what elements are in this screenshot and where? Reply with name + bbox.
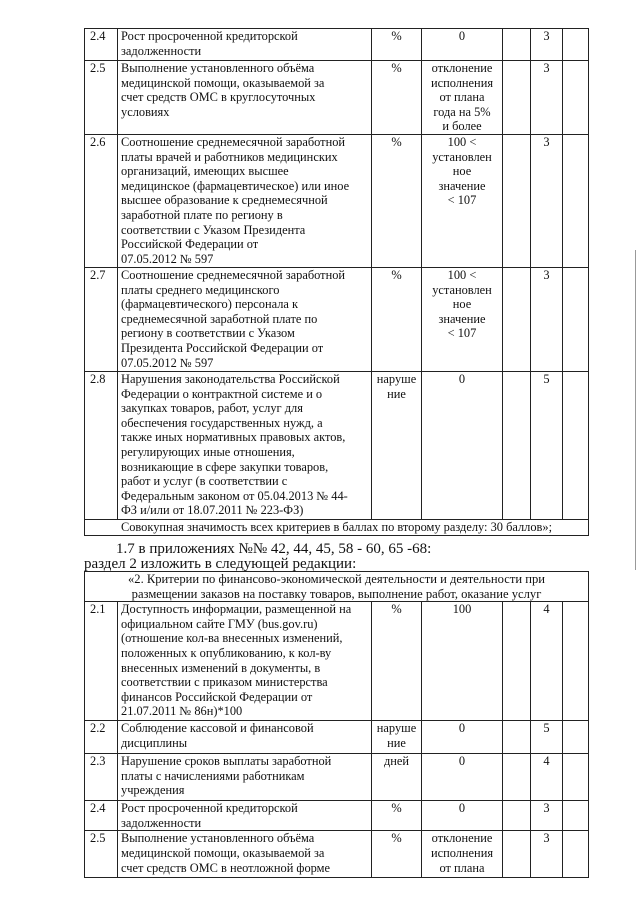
criterion-row: [85, 754, 589, 801]
criterion-points: 5: [531, 721, 563, 754]
empty-cell: [563, 754, 589, 801]
criteria-table-2: [84, 571, 589, 878]
total-row: [85, 520, 589, 536]
criterion-number: 2.5: [85, 61, 118, 135]
empty-cell: [563, 29, 589, 61]
criterion-points: 3: [531, 831, 563, 878]
criterion-unit: %: [372, 268, 422, 372]
criterion-value: 100 < установлен ное значение < 107: [422, 135, 503, 268]
section-header: «2. Критерии по финансово-экономической деятельности и деятельности при размещении заказов на поставку товаров, выполнение работ, оказание услуг: [85, 572, 589, 602]
criterion-text: Рост просроченной кредиторской задолженности: [118, 801, 372, 831]
criterion-value: 0: [422, 721, 503, 754]
criteria-table-1: [84, 28, 589, 536]
criterion-points: 3: [531, 801, 563, 831]
empty-cell: [503, 61, 531, 135]
criterion-unit: дней: [372, 754, 422, 801]
criterion-points: 3: [531, 29, 563, 61]
scan-edge-line: [635, 250, 636, 570]
criterion-row: [85, 61, 589, 135]
criterion-row: [85, 135, 589, 268]
criterion-value: 100: [422, 602, 503, 721]
criterion-points: 3: [531, 61, 563, 135]
empty-cell: [563, 801, 589, 831]
criterion-text: Соблюдение кассовой и финансовой дисциплины: [118, 721, 372, 754]
criterion-unit: %: [372, 831, 422, 878]
criterion-number: 2.8: [85, 372, 118, 520]
criterion-value: 100 < установлен ное значение < 107: [422, 268, 503, 372]
criterion-unit: наруше ние: [372, 721, 422, 754]
empty-cell: [563, 721, 589, 754]
criterion-value: 0: [422, 754, 503, 801]
criterion-row: [85, 372, 589, 520]
criterion-unit: %: [372, 801, 422, 831]
empty-cell: [503, 372, 531, 520]
empty-cell: [563, 61, 589, 135]
criterion-text: Доступность информации, размещенной на официальном сайте ГМУ (bus.gov.ru) (отношение кол-ва внесенных изменений, положенных к опубликованию, к кол-ву внесенных изменений в документы, в соответствии с приказом министерства финансов Российской Федерации от 21.07.2011 № 86н)*100: [118, 602, 372, 721]
criterion-row: [85, 29, 589, 61]
criterion-number: 2.4: [85, 801, 118, 831]
criterion-unit: %: [372, 29, 422, 61]
criterion-text: Нарушение сроков выплаты заработной платы с начислениями работникам учреждения: [118, 754, 372, 801]
criterion-row: [85, 831, 589, 878]
empty-cell: [563, 135, 589, 268]
criterion-number: 2.7: [85, 268, 118, 372]
empty-cell: [503, 602, 531, 721]
criterion-unit: %: [372, 602, 422, 721]
criterion-points: 3: [531, 268, 563, 372]
criterion-text: Рост просроченной кредиторской задолженности: [118, 29, 372, 61]
criterion-text: Выполнение установленного объёма медицинской помощи, оказываемой за счет средств ОМС в круглосуточных условиях: [118, 61, 372, 135]
criterion-number: 2.1: [85, 602, 118, 721]
criterion-row: [85, 721, 589, 754]
empty-cell: [503, 268, 531, 372]
empty-cell: [503, 831, 531, 878]
criterion-points: 3: [531, 135, 563, 268]
criterion-value: отклонение исполнения от плана года на 5% и более: [422, 61, 503, 135]
empty-cell: [563, 831, 589, 878]
criterion-text: Нарушения законодательства Российской Федерации о контрактной системе и о закупках товаров, работ, услуг для обеспечения государственных нужд, а также иных нормативных правовых актов, регулирующих иные отношения, возникающие в сфере закупки товаров, работ и услуг (в соответствии с Федеральным законом от 05.04.2013 № 44- ФЗ и/или от 18.07.2011 № 223-ФЗ): [118, 372, 372, 520]
amendment-item-1-7: 1.7 в приложениях №№ 42, 44, 45, 58 - 60, 65 -68:: [116, 541, 432, 557]
criterion-value: 0: [422, 801, 503, 831]
criterion-row: [85, 602, 589, 721]
amendment-instruction: раздел 2 изложить в следующей редакции:: [84, 556, 357, 572]
criterion-value: 0: [422, 372, 503, 520]
criterion-points: 5: [531, 372, 563, 520]
criterion-number: 2.3: [85, 754, 118, 801]
criterion-unit: %: [372, 61, 422, 135]
criterion-number: 2.6: [85, 135, 118, 268]
empty-cell: [563, 268, 589, 372]
criterion-row: [85, 801, 589, 831]
empty-cell: [503, 135, 531, 268]
criterion-number: 2.2: [85, 721, 118, 754]
empty-cell: [563, 602, 589, 721]
empty-cell: [503, 29, 531, 61]
criterion-value: отклонение исполнения от плана: [422, 831, 503, 878]
empty-cell: [503, 721, 531, 754]
total-text: Совокупная значимость всех критериев в баллах по второму разделу: 30 баллов»;: [85, 520, 589, 536]
section-header-row: [85, 572, 589, 602]
criterion-value: 0: [422, 29, 503, 61]
criterion-points: 4: [531, 754, 563, 801]
empty-cell: [503, 801, 531, 831]
criterion-text: Соотношение среднемесячной заработной платы врачей и работников медицинских организаций, имеющих высшее медицинское (фармацевтическое) или иное высшее образование к среднемесячной заработной плате по региону в соответствии с Указом Президента Российской Федерации от 07.05.2012 № 597: [118, 135, 372, 268]
criterion-unit: наруше ние: [372, 372, 422, 520]
criterion-row: [85, 268, 589, 372]
criterion-points: 4: [531, 602, 563, 721]
empty-cell: [503, 754, 531, 801]
criterion-number: 2.5: [85, 831, 118, 878]
criterion-number: 2.4: [85, 29, 118, 61]
criterion-unit: %: [372, 135, 422, 268]
criterion-text: Соотношение среднемесячной заработной платы среднего медицинского (фармацевтического) персонала к среднемесячной заработной плате по региону в соответствии с Указом Президента Российской Федерации от 07.05.2012 № 597: [118, 268, 372, 372]
empty-cell: [563, 372, 589, 520]
criterion-text: Выполнение установленного объёма медицинской помощи, оказываемой за счет средств ОМС в неотложной форме: [118, 831, 372, 878]
